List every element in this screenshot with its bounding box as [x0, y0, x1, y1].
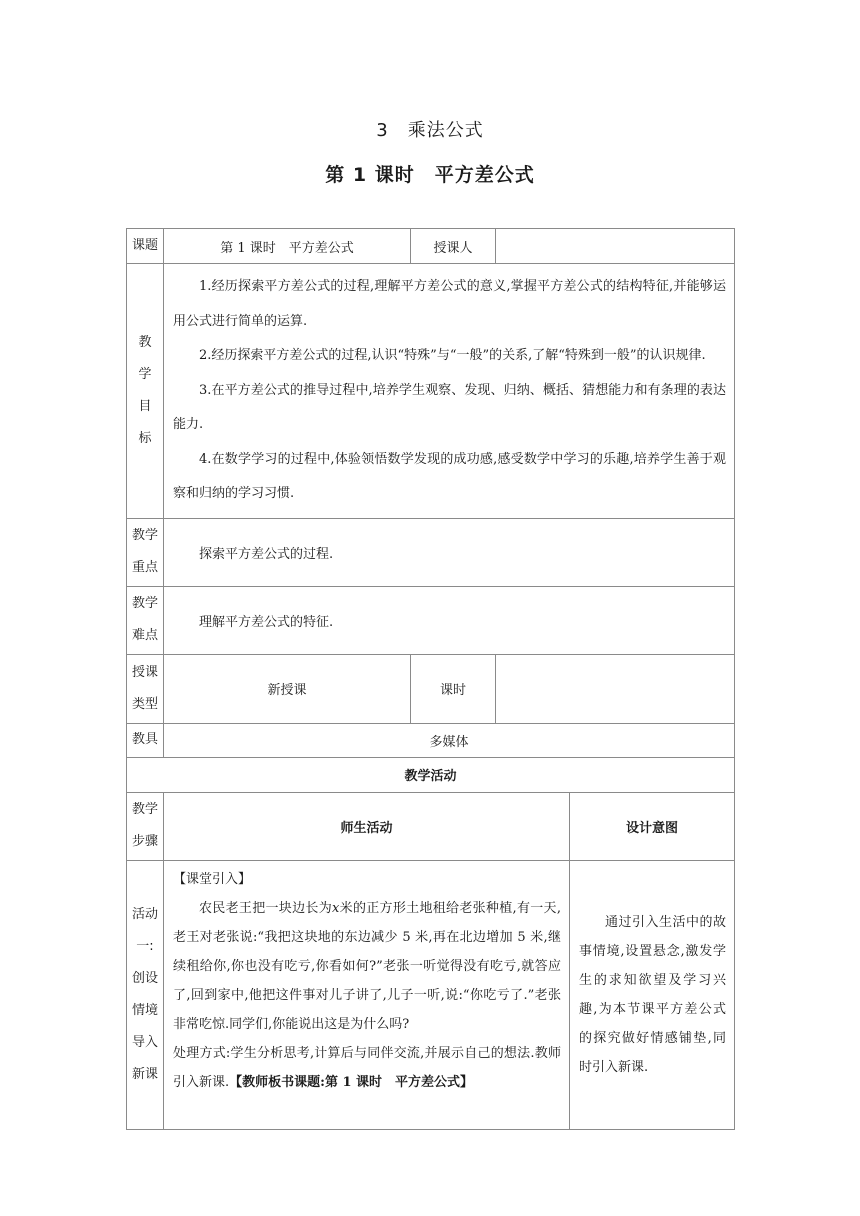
- activity-story: 农民老王把一块边长为x米的正方形土地租给老张种植,有一天,老王对老张说:“我把这块地的东边减少 5 米,再在北边增加 5 米,继续租给你,你也没有吃亏,你看如何?”老张一听觉得没有吃亏,就答应了,回到家中,他把这件事对儿子讲了,儿子一听,说:“你吃亏了.”老张非常吃惊.同学们,你能说出这是为什么吗?: [173, 900, 561, 1032]
- tools-value: 多媒体: [164, 723, 735, 757]
- lesson-plan-table: [126, 228, 735, 1130]
- tools-row: [127, 723, 735, 757]
- lesson-type-row: [127, 654, 735, 723]
- section-title: 3 乘法公式: [376, 120, 484, 141]
- objective-item: 2.经历探索平方差公式的过程,认识“特殊”与“一般”的关系,了解“特殊到一般”的认识规律.: [199, 348, 706, 363]
- lesson-title: 第 1 课时 平方差公式: [325, 164, 535, 186]
- topic-label: 课题: [127, 229, 164, 264]
- objectives-label: 教 学 目 标: [127, 264, 164, 519]
- key-point-label: 教学 重点: [127, 518, 164, 586]
- activity-row: [127, 860, 735, 1129]
- intent-column-header: 设计意图: [570, 792, 735, 860]
- key-point-value: 探索平方差公式的过程.: [164, 518, 735, 586]
- objective-item: 3.在平方差公式的推导过程中,培养学生观察、发现、归纳、概括、猜想能力和有条理的表达能力.: [173, 382, 726, 432]
- topic-row: [127, 229, 735, 264]
- variable-x: x: [332, 900, 340, 916]
- teacher-value: [496, 229, 735, 264]
- lesson-type-label: 授课 类型: [127, 654, 164, 723]
- activity-step-label: 活动 一: 创设 情境 导入 新课: [127, 860, 164, 1129]
- objective-item: 4.在数学学习的过程中,体验领悟数学发现的成功感,感受数学中学习的乐趣,培养学生善于观察和归纳的学习习惯.: [173, 451, 726, 501]
- lesson-type-value: 新授课: [164, 654, 411, 723]
- objectives-content: [164, 264, 735, 519]
- tools-label: 教具: [127, 723, 164, 757]
- activity-method: 处理方式:学生分析思考,计算后与同伴交流,并展示自己的想法.教师引入新课.【教师板书课题:第 1 课时 平方差公式】: [173, 1045, 561, 1090]
- activity-heading: 【课堂引入】: [173, 871, 252, 887]
- activity-column-header: 师生活动: [164, 792, 570, 860]
- activities-title: 教学活动: [127, 757, 735, 792]
- activities-title-row: [127, 757, 735, 792]
- step-column-header: 教学 步骤: [127, 792, 164, 860]
- activity-content: [164, 860, 570, 1129]
- difficulty-label: 教学 难点: [127, 586, 164, 654]
- topic-value: 第 1 课时 平方差公式: [164, 229, 411, 264]
- difficulty-value: 理解平方差公式的特征.: [164, 586, 735, 654]
- key-point-row: [127, 518, 735, 586]
- teacher-label: 授课人: [411, 229, 496, 264]
- hours-label: 课时: [411, 654, 496, 723]
- hours-value: [496, 654, 735, 723]
- activity-intent: 通过引入生活中的故事情境,设置悬念,激发学生的求知欲望及学习兴趣,为本节课平方差公式的探究做好情感铺垫,同时引入新课.: [570, 860, 735, 1129]
- board-title: 【教师板书课题:第 1 课时 平方差公式】: [229, 1074, 474, 1090]
- difficulty-row: [127, 586, 735, 654]
- objectives-row: [127, 264, 735, 519]
- activities-header-row: [127, 792, 735, 860]
- objective-item: 1.经历探索平方差公式的过程,理解平方差公式的意义,掌握平方差公式的结构特征,并能够运用公式进行简单的运算.: [173, 279, 726, 329]
